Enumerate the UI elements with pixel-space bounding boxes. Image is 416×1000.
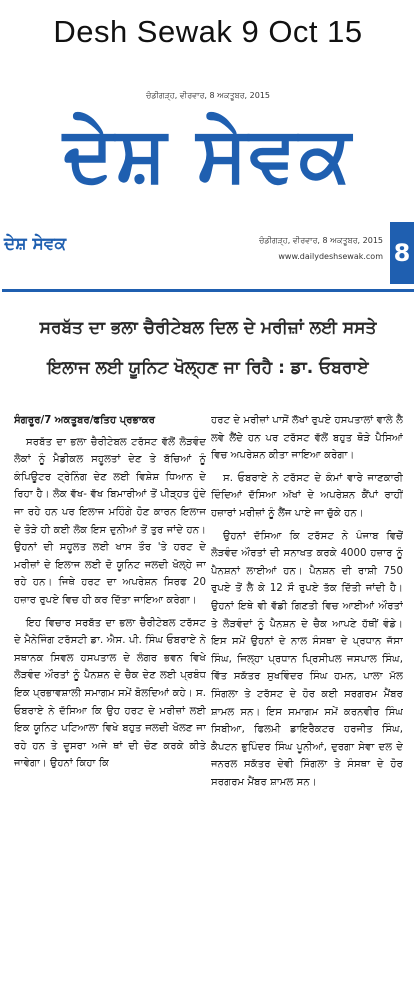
article-paragraph: ਸਰਬੱਤ ਦਾ ਭਲਾ ਚੈਰੀਟੇਬਲ ਟਰੱਸਟ ਵੱਲੋਂ ਲੋੜਵੰਦ ਲੋਕਾਂ ਨੂੰ ਮੈਡੀਕਲ ਸਹੂਲਤਾਂ ਦੇਣ ਤੇ ਬੱਚਿਆਂ ਨੂੰ ਕੰਪਿਊਟਰ ਟ੍ਰੇਨਿੰਗ ਦੇਣ ਲਈ ਵਿਸ਼ੇਸ਼ ਧਿਆਨ ਦੇ ਰਿਹਾ ਹੈ। ਲੋਕ ਵੱਖ- ਵੱਖ ਬਿਮਾਰੀਆਂ ਤੋਂ ਪੀੜ੍ਹਤ ਹੁੰਦੇ ਜਾ ਰਹੇ ਹਨ ਪਰ ਇਲਾਜ ਮਹਿੰਗੇ ਹੋਣ ਕਾਰਨ ਇਲਾਜ ਦੇ ਤੋੜੇ ਹੀ ਕਈ ਲੋਕ ਇਸ ਦੁਨੀਆਂ ਤੋਂ ਤੁਰ ਜਾਂਦੇ ਹਨ। ਉਹਨਾਂ ਦੀ ਸਹੂਲਤ ਲਈ ਖਾਸ ਤੌਰ 'ਤੇ ਹਰਟ ਦੇ ਮਰੀਜ਼ਾਂ ਦੇ ਇਲਾਜ ਲਈ ਦੋ ਯੂਨਿਟ ਜਲਦੀ ਖੋਲ੍ਹੇ ਜਾ ਰਹੇ ਹਨ। ਜਿਥੇ ਹਰਟ ਦਾ ਅਪਰੇਸ਼ਨ ਸਿਰਫ 20 ਹਜ਼ਾਰ ਰੁਪਏ ਵਿਚ ਹੀ ਕਰ ਦਿੱਤਾ ਜਾਇਆ ਕਰੇਗਾ। bbox=[14, 436, 206, 606]
article-headline bbox=[8, 308, 408, 388]
article-paragraph: ਉਹਨਾਂ ਦੱਸਿਆ ਕਿ ਟਰੱਸਟ ਨੇ ਪੰਜਾਬ ਵਿਚੋਂ ਲੋੜਵੰਦ ਔਰਤਾਂ ਦੀ ਸਨਾਖਤ ਕਰਕੇ 4000 ਹਜ਼ਾਰ ਨੂੰ ਪੈਨਸ਼ਨਾਂ ਲਾਈਆਂ ਹਨ। ਪੈਨਸ਼ਨ ਦੀ ਰਾਸ਼ੀ 750 ਰੁਪਏ ਤੋਂ ਲੈ ਕੇ 12 ਸੌ ਰੁਪਏ ਤੱਕ ਦਿੱਤੀ ਜਾਂਦੀ ਹੈ। ਉਹਨਾਂ ਇਥੇ ਵੀ ਵੱਡੀ ਗਿਣਤੀ ਵਿਚ ਆਈਆਂ ਔਰਤਾਂ ਤੇ ਲੋੜਵੰਦਾਂ ਨੂੰ ਪੈਨਸ਼ਨ ਦੇ ਚੈਕ ਆਪਣੇ ਹੱਥੀਂ ਵੰਡੇ। ਇਸ ਸਮੇਂ ਉਹਨਾਂ ਦੇ ਨਾਲ ਸੰਸਥਾ ਦੇ ਪ੍ਰਧਾਨ ਜੱਸਾ ਸਿੰਘ, ਜਿਲ੍ਹਾ ਪ੍ਰਧਾਨ ਪ੍ਰਿਸੀਪਲ ਜਸਪਾਲ ਸਿੰਘ, ਵਿੱਤ ਸਕੱਤਰ ਸੁਖਵਿੰਦਰ ਸਿੰਘ ਹਮਨ, ਪਾਲਾ ਮੱਲ ਸਿੰਗਲਾ ਤੇ ਟਰੱਸਟ ਦੇ ਹੋਰ ਕਈ ਸਰਗਰਮ ਮੈਂਬਰ ਸ਼ਾਮਲ ਸਨ। ਇਸ ਸਮਾਗਮ ਸਮੇਂ ਕਰਨਵੀਰ ਸਿੰਘ ਸਿਬੀਆ, ਫਿਲਮੀ ਡਾਇਰੈਕਟਰ ਹਰਜੀਤ ਸਿੰਘ, ਕੈਪਟਨ ਭੁਪਿੰਦਰ ਸਿੰਘ ਪੂਨੀਆਂ, ਦੁਰਗਾ ਸੇਵਾ ਦਲ ਦੇ ਜਨਰਲ ਸਕੱਤਰ ਦੇਵੀ ਸਿੰਗਲਾ ਤੇ ਸੰਸਥਾ ਦੇ ਹੋਰ ਸਰਗਰਮ ਮੈਂਬਰ ਸ਼ਾਮਲ ਸਨ। bbox=[211, 530, 403, 788]
page-header-url: www.dailydeshsewak.com bbox=[278, 252, 383, 261]
headline-line-1: ਸਰਬੱਤ ਦਾ ਭਲਾ ਚੈਰੀਟੇਬਲ ਦਿਲ ਦੇ ਮਰੀਜ਼ਾਂ ਲਈ ਸਸਤੇ bbox=[39, 318, 377, 338]
article-paragraph: ਹਰਟ ਦੇ ਮਰੀਜ਼ਾਂ ਪਾਸੋਂ ਲੱਖਾਂ ਰੁਪਏ ਹਸਪਤਾਲਾਂ ਵਾਲੇ ਲੈ ਲਵੇ ਲੈਂਦੇ ਹਨ ਪਰ ਟਰੱਸਟ ਵੱਲੋਂ ਬਹੁਤ ਥੋੜੇ ਪੈਸਿਆਂ ਵਿਚ ਅਪਰੇਸ਼ਨ ਕੀਤਾ ਜਾਇਆ ਕਰੇਗਾ। bbox=[211, 415, 403, 462]
newspaper-masthead: ਦੇਸ਼ ਸੇਵਕ bbox=[63, 109, 353, 198]
header-rule bbox=[2, 289, 414, 292]
article-column-left bbox=[14, 412, 206, 992]
page-header-logo: ਦੇਸ਼ ਸੇਵਕ bbox=[4, 234, 67, 254]
article-byline: ਸੰਗਰੂਰ/7 ਅਕਤੂਬਰ/ਫਤਿਹ ਪ੍ਰਭਾਕਰ bbox=[14, 415, 156, 426]
article-column-right bbox=[211, 412, 403, 992]
page-header bbox=[0, 222, 416, 290]
page-number: 8 bbox=[390, 222, 414, 284]
headline-line-2: ਇਲਾਜ ਲਈ ਯੂਨਿਟ ਖੋਲ੍ਹਣ ਜਾ ਰਿਹੈ : ਡਾ. ਓਬਰਾਏ bbox=[47, 358, 369, 378]
article-paragraph: ਇਹ ਵਿਚਾਰ ਸਰਬੱਤ ਦਾ ਭਲਾ ਚੈਰੀਟੇਬਲ ਟਰੱਸਟ ਦੇ ਮੈਨੇਜਿੰਗ ਟਰੱਸਟੀ ਡਾ. ਐਸ. ਪੀ. ਸਿੰਘ ਓਬਰਾਏ ਨੇ ਸਥਾਨਕ ਸਿਵਲ ਹਸਪਤਾਲ ਦੇ ਲੰਗਰ ਭਵਨ ਵਿਖੇ ਲੋੜਵੰਦ ਔਰਤਾਂ ਨੂੰ ਪੈਨਸ਼ਨ ਦੇ ਚੈਕ ਦੇਣ ਲਈ ਪ੍ਰਬੰਧ ਇਕ ਪ੍ਰਭਾਵਸ਼ਾਲੀ ਸਮਾਗਮ ਸਮੇਂ ਬੋਲਦਿਆਂ ਕਹੇ। ਸ. ਓਬਰਾਏ ਨੇ ਦੱਸਿਆ ਕਿ ਉਹ ਹਰਟ ਦੇ ਮਰੀਜ਼ਾਂ ਲਈ ਇਕ ਯੂਨਿਟ ਪਟਿਆਲਾ ਵਿਖੇ ਬਹੁਤ ਜਲਦੀ ਖੋਲਣ ਜਾ ਰਹੇ ਹਨ ਤੇ ਦੂਸਰਾ ਅਜੇ ਥਾਂ ਦੀ ਚੋਣ ਕਰਕੇ ਕੀਤੇ ਜਾਵੇਗਾ। ਉਹਨਾਂ ਕਿਹਾ ਕਿ bbox=[14, 617, 206, 770]
masthead-dateline: ਚੰਡੀਗੜ੍ਹ, ਵੀਰਵਾਰ, 8 ਅਕਤੂਬਰ, 2015 bbox=[146, 91, 270, 100]
page-header-date: ਚੰਡੀਗੜ੍ਹ, ਵੀਰਵਾਰ, 8 ਅਕਤੂਬਰ, 2015 bbox=[259, 236, 383, 245]
image-caption: Desh Sewak 9 Oct 15 bbox=[53, 14, 363, 49]
article-paragraph: ਸ. ਓਬਰਾਏ ਨੇ ਟਰੱਸਟ ਦੇ ਕੰਮਾਂ ਵਾਰੇ ਜਾਣਕਾਰੀ ਦਿੰਦਿਆਂ ਦੱਸਿਆ ਅੱਖਾਂ ਦੇ ਅਪਰੇਸ਼ਨ ਕੈਂਪਾਂ ਰਾਹੀਂ ਹਜ਼ਾਰਾਂ ਮਰੀਜ਼ਾਂ ਨੂੰ ਲੈਂਜ ਪਾਏ ਜਾ ਚੁੱਕੇ ਹਨ। bbox=[211, 472, 403, 519]
